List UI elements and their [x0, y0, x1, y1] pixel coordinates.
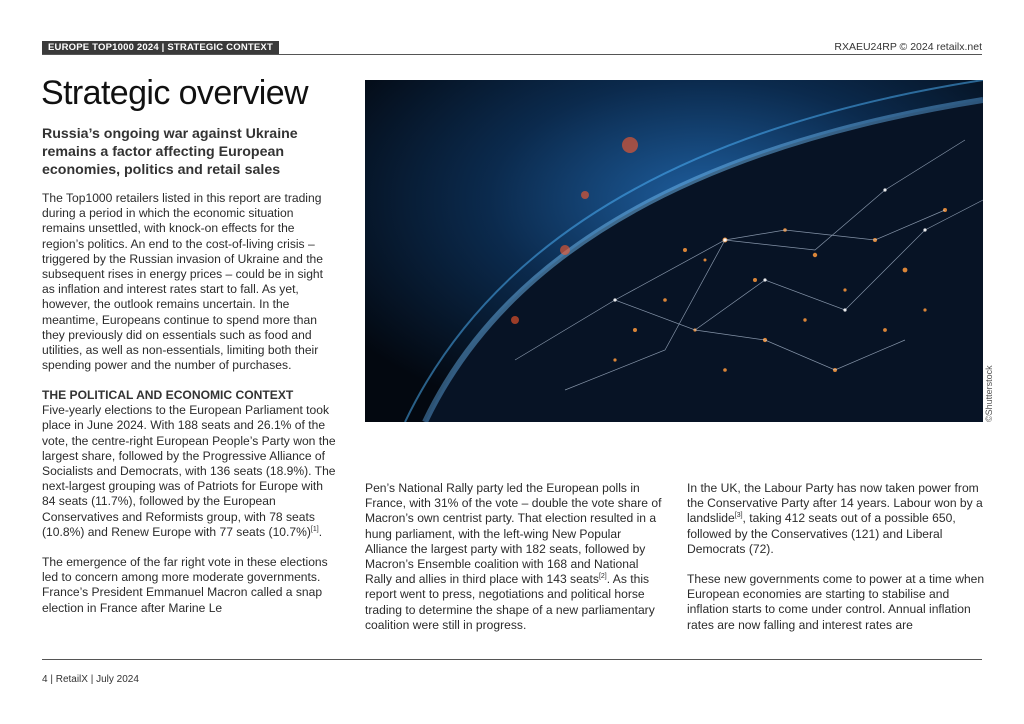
uk-paragraph: [687, 481, 985, 557]
header-divider: [42, 54, 982, 55]
footer-divider: [42, 659, 982, 660]
elections-text: Five-yearly elections to the European Parliament took place in June 2024. With 188 seats and 26.1% of the vote, the centre-right European People’s Party won the largest share, followed by the Progressive Alliance of Socialists and Democrats, with 136 seats (18.9%). The next-largest grouping was of Patriots for Europe with 84 seats (11.7%), followed by the European Conservatives and Reformists group, with 78 seats (10.8%) and Renew Europe with 77 seats (10.7%): [42, 403, 336, 539]
section-heading: THE POLITICAL AND ECONOMIC CONTEXT: [42, 388, 294, 402]
left-column-lower: [42, 388, 338, 631]
footnote-2[interactable]: [2]: [598, 573, 607, 581]
new-governments-paragraph: These new governments come to power at a time when European economies are starting to stabilise and inflation starts to come under control. Annual inflation rates are now falling and interest rates are: [687, 572, 985, 632]
uk-text: In the UK, the Labour Party has now taken power from the Conservative Party after 14 years. Labour won by a landslide: [687, 481, 983, 526]
right-column: [687, 481, 985, 648]
section-tag: EUROPE TOP1000 2024 | STRATEGIC CONTEXT: [42, 41, 279, 54]
elections-paragraph: Five-yearly elections to the European Parliament took place in June 2024. With 188 seats and 26.1% of the vote, the centre-right European People’s Party won the largest share, followed by the Progressive Alliance of Socialists and Democrats, with 136 seats (18.9%). The next-largest grouping was of Patriots for Europe with 84 seats (11.7%), followed by the European Conservatives and Reformists group, with 78 seats (10.8%) and Renew Europe with 77 seats (10.7%)[1].: [42, 403, 336, 539]
intro-column: [42, 191, 338, 388]
middle-column: [365, 481, 663, 648]
intro-paragraph: The Top1000 retailers listed in this report are trading during a period in which the economic situation remains unsettled, with knock-on effects for the region’s politics. An end to the cost-of-living crisis – triggered by the Russian invasion of Ukraine and the subsequent rises in energy prices – could be in sight as inflation and interest rates start to fall. As yet, however, the outlook remains uncertain. In the meantime, Europeans continue to spend more than they previously did on essentials such as food and utilities, as well as non-essentials, limiting both their spending power and the number of purchases.: [42, 191, 324, 373]
footnote-3[interactable]: [3]: [734, 512, 743, 520]
page-subtitle: Russia’s ongoing war against Ukraine remains a factor affecting European economies, politics and retail sales: [42, 126, 298, 178]
report-code: RXAEU24RP © 2024 retailx.net: [834, 41, 982, 53]
uk-text-tail: , taking 412 seats out of a possible 650, followed by the Conservatives (121) and Liberal Democrats (72).: [687, 511, 956, 556]
far-right-paragraph: The emergence of the far right vote in these elections led to concern among more moderate governments. France’s President Emmanuel Macron called a snap election in France after Marine Le: [42, 555, 328, 615]
footnote-1[interactable]: [1]: [310, 525, 319, 533]
france-text: Pen’s National Rally party led the European polls in France, with 31% of the vote – double the vote share of Macron’s own centrist party. That election resulted in a hung parliament, with the left-wing New Popular Alliance the largest party with 182 seats, followed by Macron’s Ensemble coalition with 168 and National Rally and allies in third place with 143 seats: [365, 481, 662, 587]
hero-image: [365, 80, 983, 422]
page-title: Strategic overview: [41, 74, 308, 112]
france-text-tail: . As this report went to press, negotiations and political horse trading to determine the shape of a new parliamentary coalition were still in progress.: [365, 572, 655, 632]
earth-network-illustration: [365, 80, 983, 422]
page-footer: 4 | RetailX | July 2024: [42, 674, 139, 685]
photo-credit: ©Shutterstock: [984, 365, 994, 422]
france-paragraph: [365, 481, 663, 633]
